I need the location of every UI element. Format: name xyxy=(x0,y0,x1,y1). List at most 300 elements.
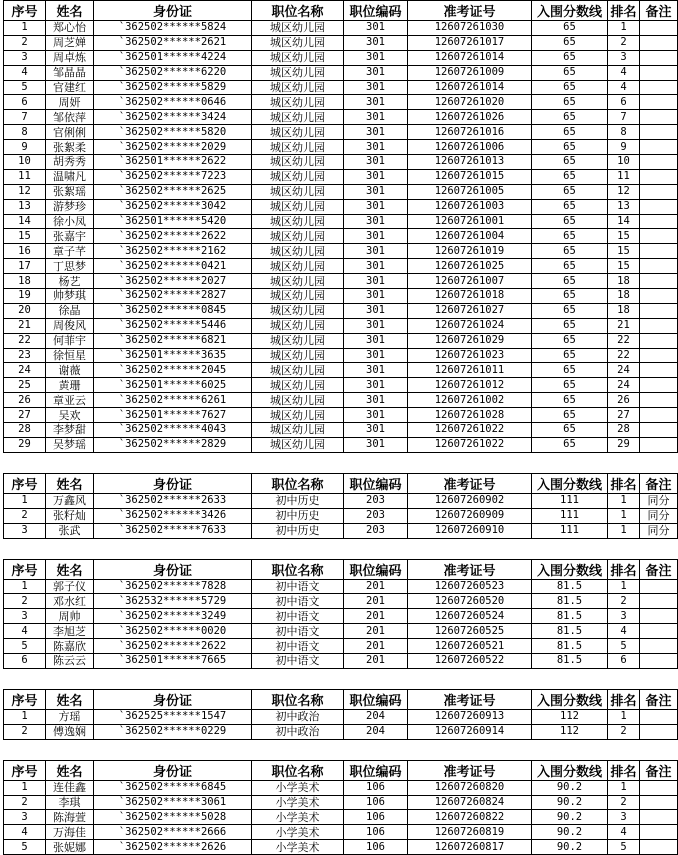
cell-exam-number: 12607261027 xyxy=(408,303,532,318)
cell-id-card: `362502******6845 xyxy=(94,780,252,795)
cell-id-card: `362502******7223 xyxy=(94,169,252,184)
cell-exam-number: 12607261024 xyxy=(408,318,532,333)
cell-position-name: 城区幼儿园 xyxy=(252,393,344,408)
cell-position-name: 城区幼儿园 xyxy=(252,50,344,65)
cell-position-name: 城区幼儿园 xyxy=(252,423,344,438)
cell-remark xyxy=(640,259,678,274)
cell-name: 章子芊 xyxy=(46,244,94,259)
cell-name: 谢薇 xyxy=(46,363,94,378)
cell-seq: 3 xyxy=(4,810,46,825)
cell-cutoff-score: 65 xyxy=(532,140,608,155)
cell-cutoff-score: 112 xyxy=(532,724,608,739)
header-rank: 排名 xyxy=(608,689,640,709)
table-row xyxy=(4,35,678,50)
cell-position-name: 城区幼儿园 xyxy=(252,95,344,110)
cell-position-code: 301 xyxy=(344,110,408,125)
header-cutoff-score: 入围分数线 xyxy=(532,689,608,709)
table-row xyxy=(4,709,678,724)
cell-exam-number: 12607261025 xyxy=(408,259,532,274)
cell-rank: 28 xyxy=(608,423,640,438)
cell-rank: 4 xyxy=(608,65,640,80)
cell-position-code: 301 xyxy=(344,50,408,65)
cell-position-code: 106 xyxy=(344,795,408,810)
cell-name: 何菲宇 xyxy=(46,333,94,348)
cell-rank: 9 xyxy=(608,140,640,155)
cell-name: 周妍 xyxy=(46,95,94,110)
cell-position-code: 301 xyxy=(344,65,408,80)
cell-seq: 21 xyxy=(4,318,46,333)
header-id-card: 身份证 xyxy=(94,473,252,493)
cell-remark xyxy=(640,437,678,452)
cell-remark xyxy=(640,423,678,438)
cell-cutoff-score: 81.5 xyxy=(532,579,608,594)
header-rank: 排名 xyxy=(608,473,640,493)
cell-name: 李琪 xyxy=(46,795,94,810)
cell-position-code: 203 xyxy=(344,523,408,538)
header-rank: 排名 xyxy=(608,1,640,21)
cell-exam-number: 12607260914 xyxy=(408,724,532,739)
table-row xyxy=(4,840,678,855)
cell-seq: 7 xyxy=(4,110,46,125)
header-seq: 序号 xyxy=(4,689,46,709)
cell-position-name: 城区幼儿园 xyxy=(252,363,344,378)
cell-exam-number: 12607261020 xyxy=(408,95,532,110)
cell-exam-number: 12607261006 xyxy=(408,140,532,155)
cell-exam-number: 12607260523 xyxy=(408,579,532,594)
cell-exam-number: 12607260524 xyxy=(408,609,532,624)
cell-exam-number: 12607261009 xyxy=(408,65,532,80)
table-row xyxy=(4,523,678,538)
table-row xyxy=(4,259,678,274)
cell-cutoff-score: 65 xyxy=(532,214,608,229)
cell-name: 邹依萍 xyxy=(46,110,94,125)
cell-exam-number: 12607261030 xyxy=(408,21,532,36)
cell-remark xyxy=(640,639,678,654)
cell-rank: 8 xyxy=(608,125,640,140)
header-position-code: 职位编码 xyxy=(344,559,408,579)
cell-position-name: 初中语文 xyxy=(252,639,344,654)
cell-exam-number: 12607260910 xyxy=(408,523,532,538)
cell-remark xyxy=(640,624,678,639)
cell-cutoff-score: 65 xyxy=(532,259,608,274)
cell-remark xyxy=(640,348,678,363)
cell-rank: 13 xyxy=(608,199,640,214)
cell-remark xyxy=(640,609,678,624)
cell-rank: 4 xyxy=(608,825,640,840)
header-exam-number: 准考证号 xyxy=(408,559,532,579)
cell-name: 吴欢 xyxy=(46,408,94,423)
cell-rank: 2 xyxy=(608,724,640,739)
cell-id-card: `362502******0845 xyxy=(94,303,252,318)
cell-id-card: `362502******3249 xyxy=(94,609,252,624)
header-seq: 序号 xyxy=(4,473,46,493)
table-gap xyxy=(0,740,650,760)
cell-seq: 2 xyxy=(4,508,46,523)
cell-exam-number: 12607261023 xyxy=(408,348,532,363)
table-row xyxy=(4,199,678,214)
table-gap xyxy=(0,669,650,689)
cell-exam-number: 12607260817 xyxy=(408,840,532,855)
cell-id-card: `362502******2829 xyxy=(94,437,252,452)
cell-rank: 12 xyxy=(608,184,640,199)
cell-remark xyxy=(640,155,678,170)
header-position-code: 职位编码 xyxy=(344,1,408,21)
cell-position-name: 城区幼儿园 xyxy=(252,348,344,363)
cell-exam-number: 12607261016 xyxy=(408,125,532,140)
cell-name: 温啸凡 xyxy=(46,169,94,184)
table-row xyxy=(4,594,678,609)
cell-seq: 4 xyxy=(4,624,46,639)
cell-rank: 5 xyxy=(608,639,640,654)
cell-id-card: `362502******2029 xyxy=(94,140,252,155)
cell-position-name: 城区幼儿园 xyxy=(252,214,344,229)
cell-name: 张絮柔 xyxy=(46,140,94,155)
table-row xyxy=(4,155,678,170)
table-row xyxy=(4,795,678,810)
table-row xyxy=(4,229,678,244)
cell-rank: 22 xyxy=(608,348,640,363)
header-exam-number: 准考证号 xyxy=(408,473,532,493)
cell-exam-number: 12607261002 xyxy=(408,393,532,408)
cell-cutoff-score: 90.2 xyxy=(532,810,608,825)
table-row xyxy=(4,21,678,36)
header-position-name: 职位名称 xyxy=(252,1,344,21)
cell-rank: 6 xyxy=(608,95,640,110)
cell-exam-number: 12607260824 xyxy=(408,795,532,810)
header-position-code: 职位编码 xyxy=(344,689,408,709)
table-row xyxy=(4,318,678,333)
header-position-code: 职位编码 xyxy=(344,473,408,493)
cell-name: 吴梦瑶 xyxy=(46,437,94,452)
cell-cutoff-score: 65 xyxy=(532,363,608,378)
cell-name: 郭子仪 xyxy=(46,579,94,594)
cell-position-code: 301 xyxy=(344,393,408,408)
cell-position-code: 301 xyxy=(344,169,408,184)
cell-cutoff-score: 65 xyxy=(532,65,608,80)
cell-exam-number: 12607261026 xyxy=(408,110,532,125)
header-remark: 备注 xyxy=(640,689,678,709)
cell-id-card: `362501******6025 xyxy=(94,378,252,393)
cell-remark xyxy=(640,724,678,739)
header-cutoff-score: 入围分数线 xyxy=(532,559,608,579)
cell-position-code: 201 xyxy=(344,579,408,594)
cell-remark xyxy=(640,408,678,423)
cell-id-card: `362502******2827 xyxy=(94,289,252,304)
cell-seq: 20 xyxy=(4,303,46,318)
table-row xyxy=(4,95,678,110)
cell-seq: 6 xyxy=(4,95,46,110)
cell-exam-number: 12607261019 xyxy=(408,244,532,259)
cell-position-code: 301 xyxy=(344,35,408,50)
cell-rank: 18 xyxy=(608,274,640,289)
cell-id-card: `362502******6261 xyxy=(94,393,252,408)
header-id-card: 身份证 xyxy=(94,1,252,21)
cell-seq: 5 xyxy=(4,840,46,855)
cell-position-name: 小学美术 xyxy=(252,795,344,810)
cell-position-code: 301 xyxy=(344,274,408,289)
cell-position-code: 204 xyxy=(344,724,408,739)
cell-rank: 1 xyxy=(608,493,640,508)
cell-rank: 15 xyxy=(608,259,640,274)
cell-id-card: `362502******7633 xyxy=(94,523,252,538)
cell-rank: 3 xyxy=(608,609,640,624)
cell-position-code: 301 xyxy=(344,155,408,170)
cell-position-name: 初中历史 xyxy=(252,523,344,538)
cell-position-code: 301 xyxy=(344,423,408,438)
cell-rank: 1 xyxy=(608,709,640,724)
cell-exam-number: 12607260913 xyxy=(408,709,532,724)
cell-cutoff-score: 112 xyxy=(532,709,608,724)
cell-remark xyxy=(640,229,678,244)
cell-position-code: 301 xyxy=(344,333,408,348)
cell-remark: 同分 xyxy=(640,523,678,538)
score-table xyxy=(3,689,678,740)
cell-id-card: `362502******2045 xyxy=(94,363,252,378)
cell-id-card: `362502******2027 xyxy=(94,274,252,289)
cell-seq: 1 xyxy=(4,780,46,795)
header-name: 姓名 xyxy=(46,760,94,780)
cell-seq: 8 xyxy=(4,125,46,140)
cell-id-card: `362525******1547 xyxy=(94,709,252,724)
cell-seq: 2 xyxy=(4,724,46,739)
cell-name: 帅梦琪 xyxy=(46,289,94,304)
cell-remark xyxy=(640,810,678,825)
table-row xyxy=(4,393,678,408)
cell-id-card: `362502******4043 xyxy=(94,423,252,438)
cell-cutoff-score: 65 xyxy=(532,155,608,170)
cell-position-code: 301 xyxy=(344,437,408,452)
cell-exam-number: 12607260520 xyxy=(408,594,532,609)
cell-position-code: 201 xyxy=(344,653,408,668)
cell-name: 徐小凤 xyxy=(46,214,94,229)
cell-position-code: 301 xyxy=(344,348,408,363)
cell-seq: 1 xyxy=(4,579,46,594)
cell-name: 杨艺 xyxy=(46,274,94,289)
cell-position-code: 106 xyxy=(344,810,408,825)
cell-position-code: 301 xyxy=(344,378,408,393)
cell-seq: 29 xyxy=(4,437,46,452)
header-remark: 备注 xyxy=(640,1,678,21)
cell-position-name: 初中语文 xyxy=(252,653,344,668)
header-name: 姓名 xyxy=(46,1,94,21)
cell-seq: 10 xyxy=(4,155,46,170)
cell-name: 张武 xyxy=(46,523,94,538)
table-row xyxy=(4,289,678,304)
cell-cutoff-score: 81.5 xyxy=(532,653,608,668)
cell-seq: 11 xyxy=(4,169,46,184)
cell-rank: 10 xyxy=(608,155,640,170)
cell-remark xyxy=(640,318,678,333)
header-row xyxy=(4,689,678,709)
table-row xyxy=(4,125,678,140)
cell-exam-number: 12607261017 xyxy=(408,35,532,50)
header-name: 姓名 xyxy=(46,689,94,709)
header-position-name: 职位名称 xyxy=(252,760,344,780)
cell-exam-number: 12607260822 xyxy=(408,810,532,825)
cell-exam-number: 12607260820 xyxy=(408,780,532,795)
cell-position-name: 初中语文 xyxy=(252,579,344,594)
cell-cutoff-score: 65 xyxy=(532,318,608,333)
cell-name: 丁思梦 xyxy=(46,259,94,274)
cell-name: 邹晶晶 xyxy=(46,65,94,80)
header-row xyxy=(4,473,678,493)
header-row xyxy=(4,1,678,21)
cell-name: 周芝婵 xyxy=(46,35,94,50)
cell-seq: 23 xyxy=(4,348,46,363)
cell-cutoff-score: 65 xyxy=(532,333,608,348)
cell-seq: 2 xyxy=(4,35,46,50)
cell-seq: 18 xyxy=(4,274,46,289)
cell-remark xyxy=(640,110,678,125)
cell-remark xyxy=(640,393,678,408)
cell-position-name: 城区幼儿园 xyxy=(252,125,344,140)
cell-position-name: 城区幼儿园 xyxy=(252,21,344,36)
cell-position-code: 106 xyxy=(344,840,408,855)
cell-position-code: 301 xyxy=(344,21,408,36)
cell-remark xyxy=(640,244,678,259)
cell-rank: 15 xyxy=(608,229,640,244)
cell-name: 万海佳 xyxy=(46,825,94,840)
cell-remark xyxy=(640,333,678,348)
header-row xyxy=(4,559,678,579)
header-rank: 排名 xyxy=(608,760,640,780)
cell-remark xyxy=(640,840,678,855)
cell-name: 黄珊 xyxy=(46,378,94,393)
cell-position-code: 201 xyxy=(344,624,408,639)
cell-exam-number: 12607260902 xyxy=(408,493,532,508)
cell-position-code: 203 xyxy=(344,493,408,508)
cell-remark xyxy=(640,303,678,318)
cell-seq: 1 xyxy=(4,21,46,36)
header-name: 姓名 xyxy=(46,473,94,493)
cell-name: 邓水红 xyxy=(46,594,94,609)
cell-exam-number: 12607261001 xyxy=(408,214,532,229)
header-id-card: 身份证 xyxy=(94,559,252,579)
cell-seq: 5 xyxy=(4,80,46,95)
cell-name: 方瑶 xyxy=(46,709,94,724)
cell-position-code: 301 xyxy=(344,95,408,110)
cell-cutoff-score: 65 xyxy=(532,184,608,199)
header-cutoff-score: 入围分数线 xyxy=(532,473,608,493)
table-row xyxy=(4,80,678,95)
cell-seq: 13 xyxy=(4,199,46,214)
cell-rank: 7 xyxy=(608,110,640,125)
table-row xyxy=(4,724,678,739)
cell-exam-number: 12607261022 xyxy=(408,423,532,438)
cell-position-name: 城区幼儿园 xyxy=(252,140,344,155)
cell-id-card: `362502******0229 xyxy=(94,724,252,739)
cell-remark xyxy=(640,35,678,50)
cell-position-code: 201 xyxy=(344,639,408,654)
cell-seq: 14 xyxy=(4,214,46,229)
table-row xyxy=(4,333,678,348)
cell-position-name: 初中语文 xyxy=(252,624,344,639)
cell-name: 张絮瑶 xyxy=(46,184,94,199)
cell-position-code: 301 xyxy=(344,125,408,140)
cell-exam-number: 12607261004 xyxy=(408,229,532,244)
cell-position-name: 小学美术 xyxy=(252,810,344,825)
cell-position-code: 301 xyxy=(344,80,408,95)
cell-id-card: `362502******2622 xyxy=(94,639,252,654)
table-row xyxy=(4,624,678,639)
table-row xyxy=(4,184,678,199)
header-exam-number: 准考证号 xyxy=(408,1,532,21)
cell-remark xyxy=(640,795,678,810)
table-row xyxy=(4,169,678,184)
cell-exam-number: 12607261014 xyxy=(408,80,532,95)
cell-id-card: `362502******2633 xyxy=(94,493,252,508)
cell-remark xyxy=(640,21,678,36)
cell-cutoff-score: 65 xyxy=(532,437,608,452)
header-remark: 备注 xyxy=(640,473,678,493)
cell-remark xyxy=(640,80,678,95)
cell-seq: 3 xyxy=(4,523,46,538)
cell-rank: 3 xyxy=(608,810,640,825)
table-row xyxy=(4,274,678,289)
cell-seq: 12 xyxy=(4,184,46,199)
cell-rank: 26 xyxy=(608,393,640,408)
cell-position-name: 城区幼儿园 xyxy=(252,378,344,393)
cell-rank: 4 xyxy=(608,624,640,639)
table-row xyxy=(4,423,678,438)
cell-id-card: `362502******3042 xyxy=(94,199,252,214)
cell-seq: 2 xyxy=(4,795,46,810)
table-row xyxy=(4,378,678,393)
cell-id-card: `362502******6821 xyxy=(94,333,252,348)
cell-cutoff-score: 81.5 xyxy=(532,594,608,609)
table-row xyxy=(4,825,678,840)
cell-id-card: `362502******0421 xyxy=(94,259,252,274)
cell-remark xyxy=(640,199,678,214)
cell-position-name: 城区幼儿园 xyxy=(252,65,344,80)
header-id-card: 身份证 xyxy=(94,760,252,780)
cell-rank: 18 xyxy=(608,289,640,304)
table-row xyxy=(4,810,678,825)
cell-name: 章亚云 xyxy=(46,393,94,408)
header-seq: 序号 xyxy=(4,1,46,21)
cell-remark xyxy=(640,140,678,155)
cell-seq: 24 xyxy=(4,363,46,378)
cell-seq: 25 xyxy=(4,378,46,393)
cell-position-name: 城区幼儿园 xyxy=(252,110,344,125)
cell-seq: 5 xyxy=(4,639,46,654)
cell-exam-number: 12607260521 xyxy=(408,639,532,654)
cell-rank: 11 xyxy=(608,169,640,184)
cell-position-code: 301 xyxy=(344,318,408,333)
cell-remark: 同分 xyxy=(640,493,678,508)
cell-rank: 1 xyxy=(608,21,640,36)
cell-id-card: `362502******2621 xyxy=(94,35,252,50)
cell-id-card: `362501******4224 xyxy=(94,50,252,65)
cell-position-name: 城区幼儿园 xyxy=(252,229,344,244)
cell-name: 万鑫风 xyxy=(46,493,94,508)
cell-cutoff-score: 111 xyxy=(532,508,608,523)
cell-seq: 17 xyxy=(4,259,46,274)
cell-remark xyxy=(640,65,678,80)
table-row xyxy=(4,110,678,125)
cell-id-card: `362502******5824 xyxy=(94,21,252,36)
cell-name: 连佳鑫 xyxy=(46,780,94,795)
cell-position-code: 301 xyxy=(344,184,408,199)
table-row xyxy=(4,348,678,363)
cell-rank: 6 xyxy=(608,653,640,668)
cell-cutoff-score: 90.2 xyxy=(532,825,608,840)
cell-name: 周帅 xyxy=(46,609,94,624)
cell-seq: 22 xyxy=(4,333,46,348)
header-position-name: 职位名称 xyxy=(252,473,344,493)
cell-id-card: `362501******7665 xyxy=(94,653,252,668)
cell-id-card: `362501******3635 xyxy=(94,348,252,363)
